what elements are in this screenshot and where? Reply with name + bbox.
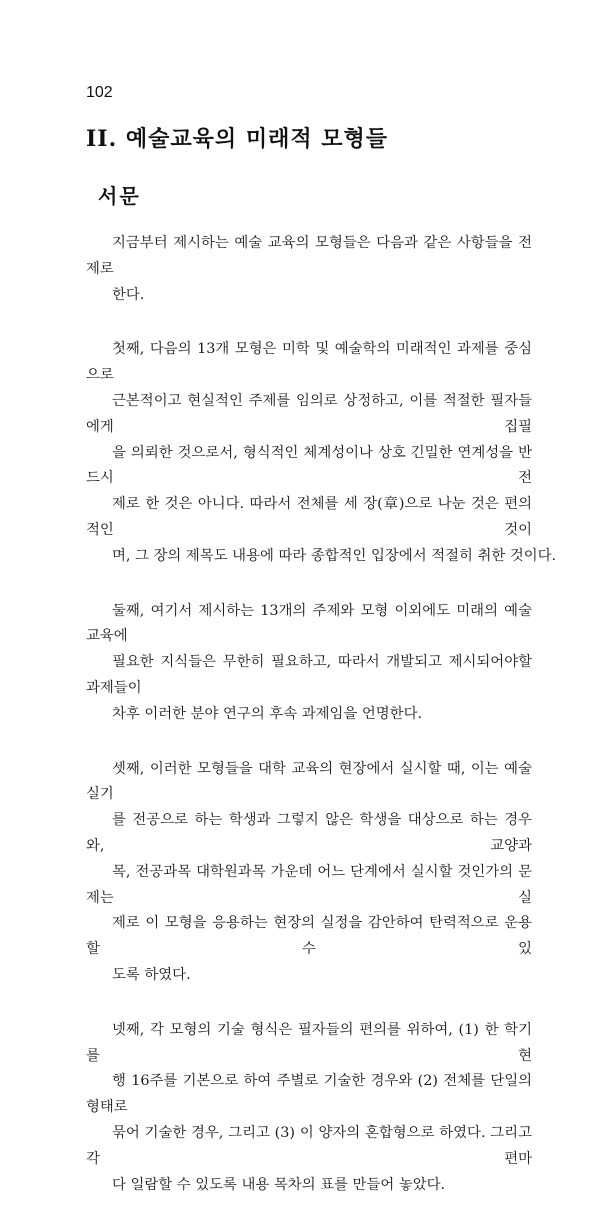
text-line: 을 의뢰한 것으로서, 형식적인 체계성이나 상호 긴밀한 연계성을 반드시 전 <box>86 444 532 487</box>
section-title: 서문 <box>98 184 141 208</box>
text-line: 넷째, 각 모형의 기술 형식은 필자들의 편의를 위하여, (1) 한 학기를 현 <box>86 1021 532 1064</box>
text-line: 차후 이러한 분야 연구의 후속 과제임을 언명한다. <box>112 705 423 722</box>
text-line: 며, 그 장의 제목도 내용에 따라 종합적인 입장에서 적절히 취한 것이다. <box>112 547 557 564</box>
text-line: 묶어 기술한 경우, 그리고 (3) 이 양자의 혼합형으로 하였다. 그리고 각 편마 <box>86 1124 532 1167</box>
paragraph-5 <box>86 1018 532 1199</box>
page-number: 102 <box>86 84 113 101</box>
paragraph-2 <box>86 337 557 569</box>
text-line: 필요한 지식들은 무한히 필요하고, 따라서 개발되고 제시되어야할 과제들이 <box>86 654 532 696</box>
text-line: 행 16주를 기본으로 하여 주별로 기술한 경우와 (2) 전체를 단일의 형태로 <box>86 1073 532 1116</box>
body-text <box>86 231 557 1227</box>
text-line: 를 전공으로 하는 학생과 그렇지 않은 학생을 대상으로 하는 경우와, 교양과 <box>86 812 532 854</box>
text-line: 지금부터 제시하는 예술 교육의 모형들은 다음과 같은 사항들을 전제로 <box>86 235 532 277</box>
text-line: 둘째, 여기서 제시하는 13개의 주제와 모형 이외에도 미래의 예술 교육에 <box>86 602 532 645</box>
text-line: 목, 전공과목 대학원과목 가운데 어느 단계에서 실시할 것인가의 문제는 실 <box>86 863 532 906</box>
text-line: 첫째, 다음의 13개 모형은 미학 및 예술학의 미래적인 과제를 중심으로 <box>86 341 532 384</box>
paragraph-4 <box>86 757 532 989</box>
text-line: 셋째, 이러한 모형들을 대학 교육의 현장에서 실시할 때, 이는 예술 실기 <box>86 760 532 803</box>
text-line: 한다. <box>112 286 145 303</box>
text-line: 제로 이 모형을 응용하는 현장의 실정을 감안하여 탄력적으로 운용할 수 있 <box>86 915 532 958</box>
paragraph-3 <box>86 599 532 728</box>
paragraph-1 <box>86 231 532 308</box>
text-line: 제로 한 것은 아니다. 따라서 전체를 세 장(章)으로 나눈 것은 편의적인 것이 <box>86 496 532 538</box>
chapter-title: II. 예술교육의 미래적 모형들 <box>86 126 388 152</box>
text-line: 근본적이고 현실적인 주제를 임의로 상정하고, 이를 적절한 필자들에게 집필 <box>86 392 532 435</box>
text-line: 다 일람할 수 있도록 내용 목차의 표를 만들어 놓았다. <box>112 1176 446 1193</box>
text-line: 도록 하였다. <box>112 966 191 983</box>
